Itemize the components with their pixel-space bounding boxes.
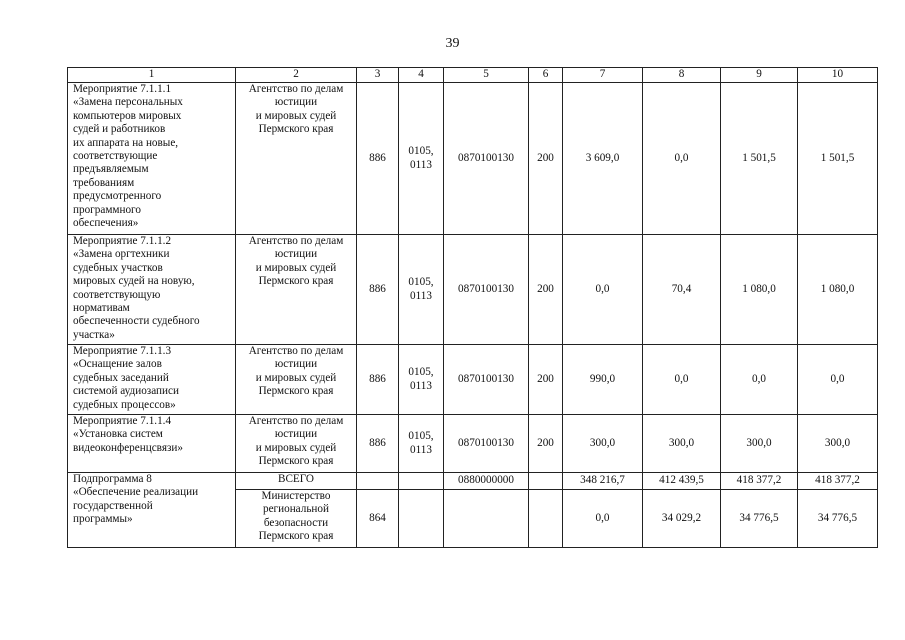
amount-cell: 34 776,5 <box>798 490 878 548</box>
measure-name: Мероприятие 7.1.1.3 «Оснащение залов судебных заседаний системой аудиозаписи судебных процессов» <box>68 345 236 415</box>
admin-code: 886 <box>357 235 399 345</box>
admin-code: 864 <box>357 490 399 548</box>
section-code <box>399 473 444 490</box>
amount-cell: 1 501,5 <box>721 83 798 235</box>
agency-name: Агентство по делам юстиции и мировых судей Пермского края <box>236 83 357 235</box>
amount-cell: 34 029,2 <box>643 490 721 548</box>
table-row <box>68 235 878 345</box>
amount-cell: 1 080,0 <box>798 235 878 345</box>
section-code <box>399 490 444 548</box>
measure-name: Мероприятие 7.1.1.4 «Установка систем видеоконференцсвязи» <box>68 415 236 473</box>
amount-cell: 412 439,5 <box>643 473 721 490</box>
agency-name: Агентство по делам юстиции и мировых судей Пермского края <box>236 415 357 473</box>
amount-cell: 1 080,0 <box>721 235 798 345</box>
column-header: 10 <box>798 68 878 83</box>
target-code: 0870100130 <box>444 83 529 235</box>
amount-cell: 0,0 <box>721 345 798 415</box>
amount-cell: 1 501,5 <box>798 83 878 235</box>
amount-cell: 0,0 <box>643 345 721 415</box>
amount-cell: 300,0 <box>798 415 878 473</box>
column-header: 4 <box>399 68 444 83</box>
column-header: 1 <box>68 68 236 83</box>
column-header: 6 <box>529 68 563 83</box>
amount-cell: 0,0 <box>643 83 721 235</box>
section-code: 0105, 0113 <box>399 345 444 415</box>
agency-name: Агентство по делам юстиции и мировых судей Пермского края <box>236 235 357 345</box>
admin-code: 886 <box>357 415 399 473</box>
amount-cell: 34 776,5 <box>721 490 798 548</box>
expense-type: 200 <box>529 83 563 235</box>
target-code: 0870100130 <box>444 415 529 473</box>
amount-cell: 300,0 <box>563 415 643 473</box>
measure-name: Мероприятие 7.1.1.1 «Замена персональных компьютеров мировых судей и работников их аппарата на новые, соответствующие предъявляемым требованиям предусмотренного программного обеспечения» <box>68 83 236 235</box>
column-number-row <box>68 68 878 83</box>
target-code: 0870100130 <box>444 345 529 415</box>
section-code: 0105, 0113 <box>399 415 444 473</box>
table-row <box>68 473 878 490</box>
measure-name: Мероприятие 7.1.1.2 «Замена оргтехники судебных участков мировых судей на новую, соответствующую нормативам обеспеченности судебного участка» <box>68 235 236 345</box>
column-header: 7 <box>563 68 643 83</box>
column-header: 8 <box>643 68 721 83</box>
amount-cell: 0,0 <box>563 235 643 345</box>
agency-name: Министерство региональной безопасности Пермского края <box>236 490 357 548</box>
amount-cell: 0,0 <box>563 490 643 548</box>
table-row <box>68 345 878 415</box>
table-row <box>68 415 878 473</box>
amount-cell: 300,0 <box>643 415 721 473</box>
amount-cell: 300,0 <box>721 415 798 473</box>
expense-type <box>529 473 563 490</box>
amount-cell: 990,0 <box>563 345 643 415</box>
total-label: ВСЕГО <box>236 473 357 490</box>
expense-type: 200 <box>529 415 563 473</box>
expense-type: 200 <box>529 345 563 415</box>
amount-cell: 70,4 <box>643 235 721 345</box>
admin-code: 886 <box>357 83 399 235</box>
page-number: 39 <box>445 36 460 51</box>
admin-code <box>357 473 399 490</box>
expense-type: 200 <box>529 235 563 345</box>
target-code: 0870100130 <box>444 235 529 345</box>
column-header: 3 <box>357 68 399 83</box>
agency-name: Агентство по делам юстиции и мировых судей Пермского края <box>236 345 357 415</box>
section-code: 0105, 0113 <box>399 83 444 235</box>
column-header: 5 <box>444 68 529 83</box>
amount-cell: 418 377,2 <box>721 473 798 490</box>
amount-cell: 0,0 <box>798 345 878 415</box>
column-header: 2 <box>236 68 357 83</box>
budget-table <box>67 67 878 548</box>
target-code <box>444 490 529 548</box>
table-row <box>68 83 878 235</box>
expense-type <box>529 490 563 548</box>
subprogram-name: Подпрограмма 8 «Обеспечение реализации государственной программы» <box>68 473 236 548</box>
section-code: 0105, 0113 <box>399 235 444 345</box>
target-code: 0880000000 <box>444 473 529 490</box>
column-header: 9 <box>721 68 798 83</box>
amount-cell: 418 377,2 <box>798 473 878 490</box>
admin-code: 886 <box>357 345 399 415</box>
amount-cell: 3 609,0 <box>563 83 643 235</box>
amount-cell: 348 216,7 <box>563 473 643 490</box>
